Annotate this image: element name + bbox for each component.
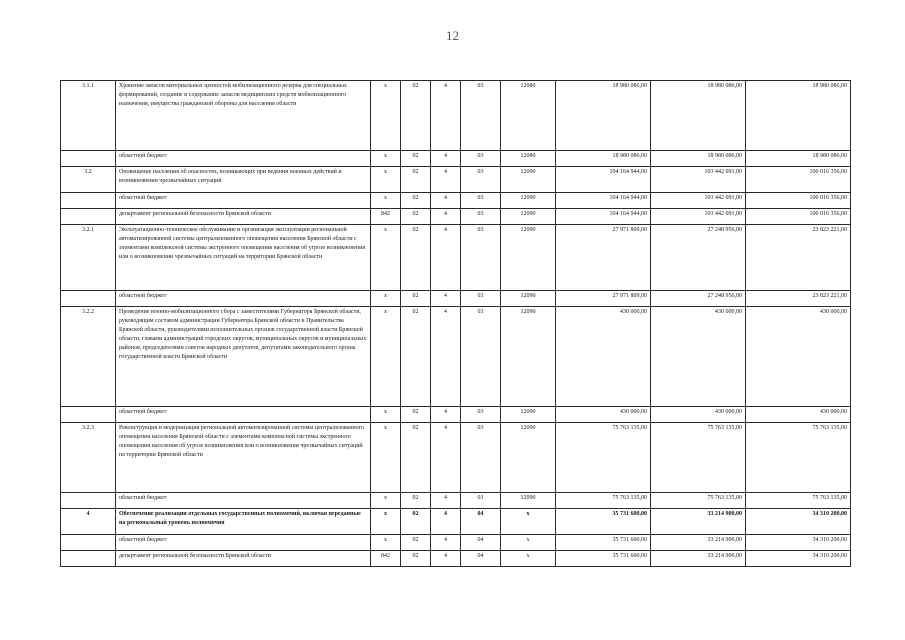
amount-year-3: 100 016 356,00: [746, 193, 851, 209]
amount-year-1: 430 000,00: [556, 407, 651, 423]
grbs-code: х: [371, 81, 401, 151]
amount-year-2: 430 000,00: [651, 307, 746, 407]
row-description: областной бюджет: [116, 407, 371, 423]
row-description: областной бюджет: [116, 151, 371, 167]
program-code: 03: [461, 493, 501, 509]
section-code: 02: [401, 193, 431, 209]
row-description: областной бюджет: [116, 193, 371, 209]
amount-year-3: 18 980 086,00: [746, 151, 851, 167]
amount-year-1: 104 164 944,00: [556, 209, 651, 225]
amount-year-2: 33 214 900,00: [651, 551, 746, 567]
amount-year-1: 18 980 086,00: [556, 151, 651, 167]
grbs-code: 842: [371, 209, 401, 225]
section-code: 02: [401, 551, 431, 567]
subsection-code: 4: [431, 167, 461, 193]
amount-year-3: 34 310 200,00: [746, 535, 851, 551]
section-code: 02: [401, 307, 431, 407]
table-row: [61, 535, 851, 551]
amount-year-1: 35 731 600,00: [556, 535, 651, 551]
subsection-code: 4: [431, 209, 461, 225]
grbs-code: х: [371, 493, 401, 509]
program-code: 03: [461, 167, 501, 193]
table-row: [61, 509, 851, 535]
amount-year-2: 18 980 086,00: [651, 151, 746, 167]
table-row: [61, 167, 851, 193]
amount-year-1: 75 763 135,00: [556, 423, 651, 493]
program-code: 03: [461, 225, 501, 291]
row-number: [61, 407, 116, 423]
row-number: [61, 193, 116, 209]
row-number: [61, 291, 116, 307]
amount-year-3: 430 000,00: [746, 307, 851, 407]
amount-year-3: 34 310 200,00: [746, 509, 851, 535]
subsection-code: 4: [431, 551, 461, 567]
amount-year-3: 75 763 135,00: [746, 493, 851, 509]
amount-year-1: 27 971 809,00: [556, 225, 651, 291]
row-number: [61, 151, 116, 167]
amount-year-2: 27 248 956,00: [651, 291, 746, 307]
section-code: 02: [401, 423, 431, 493]
program-code: 04: [461, 509, 501, 535]
amount-year-2: 103 442 091,00: [651, 167, 746, 193]
subsection-code: 4: [431, 535, 461, 551]
grbs-code: х: [371, 509, 401, 535]
target-article-code: 12080: [501, 151, 556, 167]
program-code: 03: [461, 407, 501, 423]
subsection-code: 4: [431, 291, 461, 307]
amount-year-1: 430 000,00: [556, 307, 651, 407]
program-code: 04: [461, 535, 501, 551]
row-number: [61, 535, 116, 551]
program-code: 03: [461, 151, 501, 167]
table-row: [61, 307, 851, 407]
table-row: [61, 81, 851, 151]
amount-year-1: 35 731 600,00: [556, 551, 651, 567]
subsection-code: 4: [431, 81, 461, 151]
amount-year-1: 104 164 944,00: [556, 193, 651, 209]
amount-year-2: 430 000,00: [651, 407, 746, 423]
table-row: [61, 225, 851, 291]
amount-year-2: 27 248 956,00: [651, 225, 746, 291]
amount-year-3: 75 763 135,00: [746, 423, 851, 493]
subsection-code: 4: [431, 493, 461, 509]
amount-year-2: 103 442 091,00: [651, 193, 746, 209]
row-number: [61, 209, 116, 225]
grbs-code: х: [371, 225, 401, 291]
row-description: Проведение военно-мобилизационного сбора с заместителями Губернатора Брянской области, руководящим составом администрации Губернатора Брянской области и Правительства Брянской области, руководителями исполнительных органов государственной власти Брянской области, главами администраций городских округов, муниципальных округов и муниципальных районов, председателями советов народных депутатов, депутатами законодательного органа государственной власти Брянской области: [116, 307, 371, 407]
program-code: 03: [461, 81, 501, 151]
section-code: 02: [401, 209, 431, 225]
row-description: Эксплуатационно-техническое обслуживание и организация эксплуатации региональной автоматизированной системы централизованного оповещения населения Брянской области с элементами комплексной системы экстренного оповещения населения об угрозе возникновения или о возникновении чрезвычайных ситуаций на территории Брянской области: [116, 225, 371, 291]
amount-year-1: 35 731 600,00: [556, 509, 651, 535]
section-code: 02: [401, 407, 431, 423]
target-article-code: 12090: [501, 307, 556, 407]
amount-year-2: 33 214 900,00: [651, 509, 746, 535]
amount-year-3: 23 823 221,00: [746, 291, 851, 307]
section-code: 02: [401, 225, 431, 291]
table-row: [61, 291, 851, 307]
subsection-code: 4: [431, 193, 461, 209]
program-code: 03: [461, 209, 501, 225]
target-article-code: 12090: [501, 493, 556, 509]
row-number: 3.2.3: [61, 423, 116, 493]
amount-year-3: 34 310 200,00: [746, 551, 851, 567]
amount-year-2: 18 980 086,00: [651, 81, 746, 151]
target-article-code: х: [501, 509, 556, 535]
grbs-code: х: [371, 307, 401, 407]
section-code: 02: [401, 151, 431, 167]
amount-year-1: 27 971 809,00: [556, 291, 651, 307]
table-row: [61, 407, 851, 423]
subsection-code: 4: [431, 225, 461, 291]
target-article-code: 12090: [501, 193, 556, 209]
grbs-code: х: [371, 423, 401, 493]
amount-year-3: 100 016 356,00: [746, 209, 851, 225]
grbs-code: х: [371, 535, 401, 551]
table-row: [61, 551, 851, 567]
row-description: областной бюджет: [116, 493, 371, 509]
subsection-code: 4: [431, 151, 461, 167]
row-description: Реконструкция и модернизация региональной автоматизированной системы централизованного оповещения населения Брянской области с элементами комплексной системы экстренного оповещения населения об угрозе возникновения или о возникновении чрезвычайных ситуаций на территории Брянской области: [116, 423, 371, 493]
grbs-code: х: [371, 291, 401, 307]
section-code: 02: [401, 509, 431, 535]
row-number: 3.2.2: [61, 307, 116, 407]
program-code: 03: [461, 291, 501, 307]
target-article-code: х: [501, 535, 556, 551]
row-description: Оповещение населения об опасностях, возникающих при ведении военных действий и возникновении чрезвычайных ситуаций: [116, 167, 371, 193]
section-code: 02: [401, 81, 431, 151]
subsection-code: 4: [431, 509, 461, 535]
amount-year-2: 33 214 900,00: [651, 535, 746, 551]
row-number: 3.2: [61, 167, 116, 193]
subsection-code: 4: [431, 407, 461, 423]
row-description: департамент региональной безопасности Брянской области: [116, 209, 371, 225]
section-code: 02: [401, 535, 431, 551]
subsection-code: 4: [431, 423, 461, 493]
program-code: 04: [461, 551, 501, 567]
section-code: 02: [401, 167, 431, 193]
grbs-code: х: [371, 151, 401, 167]
program-code: 03: [461, 307, 501, 407]
grbs-code: 842: [371, 551, 401, 567]
target-article-code: 12090: [501, 225, 556, 291]
row-number: [61, 551, 116, 567]
row-number: 3.1.1: [61, 81, 116, 151]
table-row: [61, 151, 851, 167]
amount-year-2: 75 763 135,00: [651, 423, 746, 493]
target-article-code: х: [501, 551, 556, 567]
grbs-code: х: [371, 193, 401, 209]
row-number: [61, 493, 116, 509]
amount-year-3: 430 000,00: [746, 407, 851, 423]
amount-year-2: 103 442 091,00: [651, 209, 746, 225]
table-row: [61, 209, 851, 225]
row-description: департамент региональной безопасности Брянской области: [116, 551, 371, 567]
target-article-code: 12090: [501, 209, 556, 225]
row-description: областной бюджет: [116, 291, 371, 307]
amount-year-1: 75 763 135,00: [556, 493, 651, 509]
table-row: [61, 493, 851, 509]
row-description: Обеспечение реализации отдельных государственных полномочий, включая переданные на региональный уровень полномочия: [116, 509, 371, 535]
amount-year-1: 18 980 086,00: [556, 81, 651, 151]
row-number: 3.2.1: [61, 225, 116, 291]
amount-year-3: 100 016 356,00: [746, 167, 851, 193]
program-code: 03: [461, 423, 501, 493]
grbs-code: х: [371, 167, 401, 193]
amount-year-3: 18 980 086,00: [746, 81, 851, 151]
amount-year-3: 23 823 221,00: [746, 225, 851, 291]
row-number: 4: [61, 509, 116, 535]
target-article-code: 12090: [501, 407, 556, 423]
amount-year-1: 104 164 944,00: [556, 167, 651, 193]
budget-table: [60, 80, 851, 567]
row-description: областной бюджет: [116, 535, 371, 551]
page-number: 12: [446, 28, 459, 43]
subsection-code: 4: [431, 307, 461, 407]
table-row: [61, 423, 851, 493]
row-description: Хранение запасов материальных ценностей мобилизационного резерва для специальных формирований, создание и содержание запасов медицинских средств мобилизационного назначения, имущества гражданской обороны для населения области: [116, 81, 371, 151]
target-article-code: 12090: [501, 167, 556, 193]
section-code: 02: [401, 291, 431, 307]
target-article-code: 12090: [501, 423, 556, 493]
table-row: [61, 193, 851, 209]
target-article-code: 12080: [501, 81, 556, 151]
target-article-code: 12090: [501, 291, 556, 307]
table-body: [61, 81, 851, 567]
program-code: 03: [461, 193, 501, 209]
section-code: 02: [401, 493, 431, 509]
grbs-code: х: [371, 407, 401, 423]
amount-year-2: 75 763 135,00: [651, 493, 746, 509]
